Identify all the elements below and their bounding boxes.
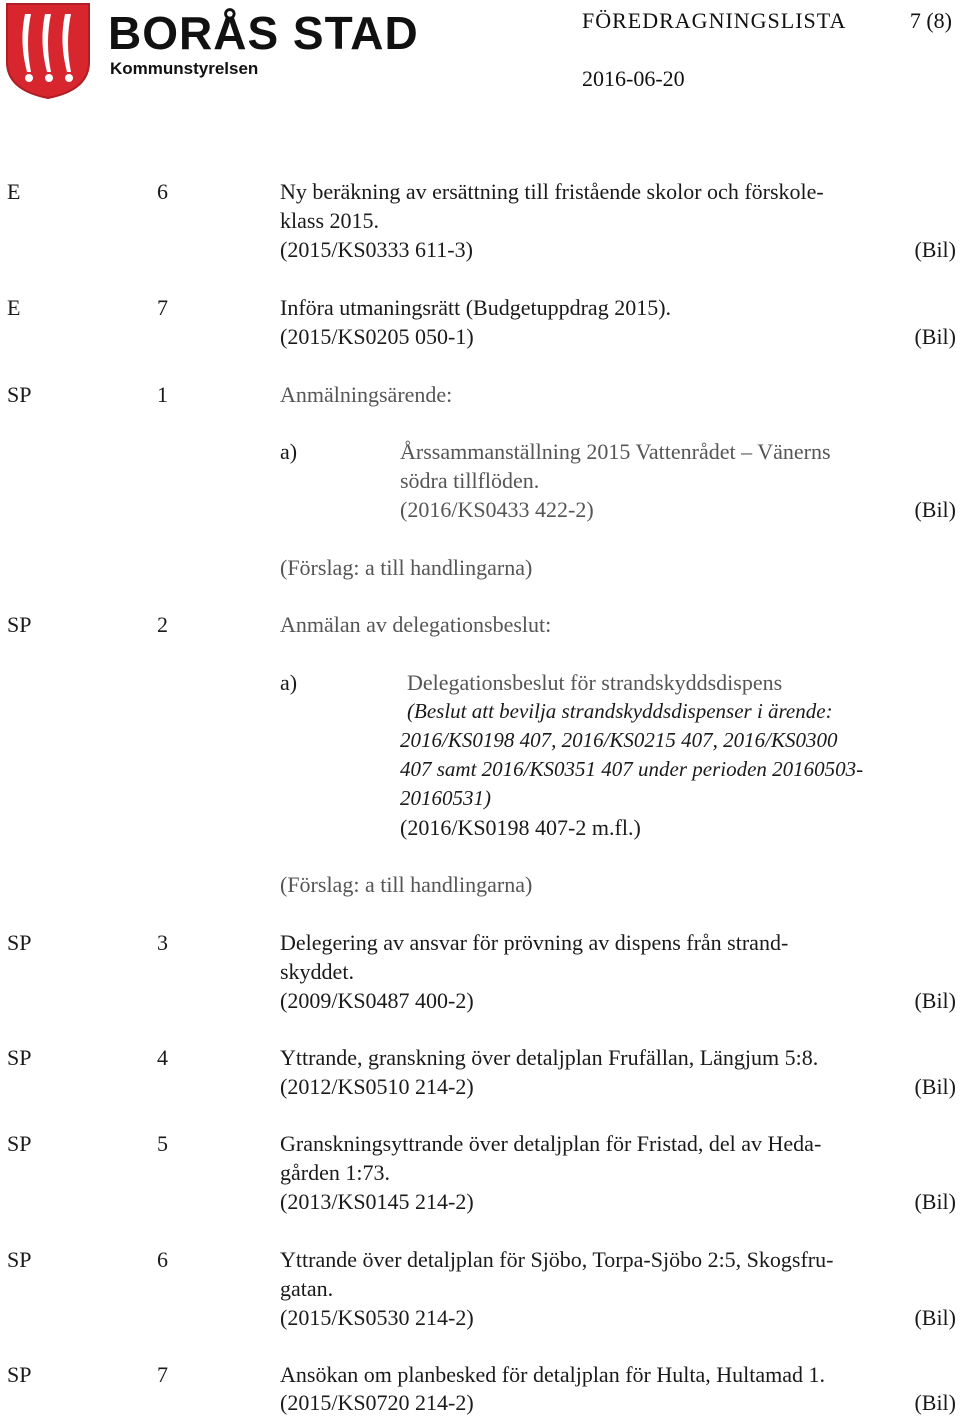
item-type: E: [7, 295, 21, 320]
item-reference: (2015/KS0530 214-2): [280, 1305, 474, 1330]
item-number: 2: [157, 612, 168, 637]
item-type: SP: [7, 1131, 32, 1156]
item-number: 3: [157, 930, 168, 955]
item-reference: (2015/KS0720 214-2): [280, 1390, 474, 1415]
city-crest-logo: [5, 2, 91, 100]
item-text: gården 1:73.: [280, 1160, 390, 1185]
item-text: Yttrande över detaljplan för Sjöbo, Torpa-Sjöbo 2:5, Skogsfru-: [280, 1247, 834, 1272]
sub-item-text: södra tillflöden.: [400, 468, 540, 493]
item-text: Ny beräkning av ersättning till fristående skolor och förskole-: [280, 179, 824, 204]
attachment-marker: (Bil): [914, 988, 956, 1013]
sub-item-note: (Beslut att bevilja strandskyddsdispenser i ärende:: [407, 699, 833, 723]
attachment-marker: (Bil): [914, 1189, 956, 1214]
item-reference: (2015/KS0205 050-1): [280, 324, 474, 349]
sub-item-letter: a): [280, 439, 298, 464]
item-reference: (2013/KS0145 214-2): [280, 1189, 474, 1214]
item-reference: (2009/KS0487 400-2): [280, 988, 474, 1013]
item-text: Införa utmaningsrätt (Budgetuppdrag 2015).: [280, 295, 672, 320]
sub-item-reference: (2016/KS0433 422-2): [400, 497, 594, 522]
item-type: SP: [7, 1247, 32, 1272]
attachment-marker: (Bil): [914, 1390, 956, 1415]
item-number: 6: [157, 179, 168, 204]
item-text: Ansökan om planbesked för detaljplan för Hulta, Hultamad 1.: [280, 1362, 825, 1387]
item-title: Anmälningsärende:: [280, 382, 453, 407]
org-name: BORÅS STAD: [108, 7, 419, 59]
item-type: SP: [7, 1045, 32, 1070]
attachment-marker: (Bil): [914, 1074, 956, 1099]
attachment-marker: (Bil): [914, 1305, 956, 1330]
item-text: Granskningsyttrande över detaljplan för Fristad, del av Heda-: [280, 1131, 822, 1156]
item-text: skyddet.: [280, 959, 354, 984]
item-title: Anmälan av delegationsbeslut:: [280, 612, 552, 637]
item-text: Delegering av ansvar för prövning av dispens från strand-: [280, 930, 789, 955]
sub-item-title: Delegationsbeslut för strandskyddsdispens: [407, 670, 783, 695]
item-reference: (2015/KS0333 611-3): [280, 237, 473, 262]
proposal-text: (Förslag: a till handlingarna): [280, 555, 533, 580]
document-header: [0, 0, 960, 110]
item-reference: (2012/KS0510 214-2): [280, 1074, 474, 1099]
item-number: 1: [157, 382, 168, 407]
item-type: SP: [7, 930, 32, 955]
attachment-marker: (Bil): [914, 324, 956, 349]
sub-item-reference: (2016/KS0198 407-2 m.fl.): [400, 815, 641, 840]
item-text: Yttrande, granskning över detaljplan Frufällan, Längjum 5:8.: [280, 1045, 819, 1070]
sub-item-text: Årssammanställning 2015 Vattenrådet – Vänerns: [400, 439, 831, 464]
item-number: 7: [157, 1362, 168, 1387]
item-type: SP: [7, 612, 32, 637]
proposal-text: (Förslag: a till handlingarna): [280, 872, 533, 897]
item-number: 7: [157, 295, 168, 320]
item-number: 4: [157, 1045, 168, 1070]
item-type: SP: [7, 1362, 32, 1387]
org-subtitle: Kommunstyrelsen: [110, 59, 259, 78]
sub-item-note: 2016/KS0198 407, 2016/KS0215 407, 2016/KS0300: [400, 728, 838, 752]
page-number: 7 (8): [909, 8, 952, 33]
sub-item-letter: a): [280, 670, 298, 695]
sub-item-note: 407 samt 2016/KS0351 407 under perioden 20160503-: [400, 757, 864, 781]
item-text: gatan.: [280, 1276, 334, 1301]
item-number: 5: [157, 1131, 168, 1156]
item-number: 6: [157, 1247, 168, 1272]
document-title: FÖREDRAGNINGSLISTA: [582, 8, 847, 33]
item-type: E: [7, 179, 21, 204]
item-type: SP: [7, 382, 32, 407]
attachment-marker: (Bil): [914, 237, 956, 262]
item-text: klass 2015.: [280, 208, 379, 233]
document-date: 2016-06-20: [582, 66, 685, 91]
attachment-marker: (Bil): [914, 497, 956, 522]
sub-item-note: 20160531): [400, 786, 491, 810]
